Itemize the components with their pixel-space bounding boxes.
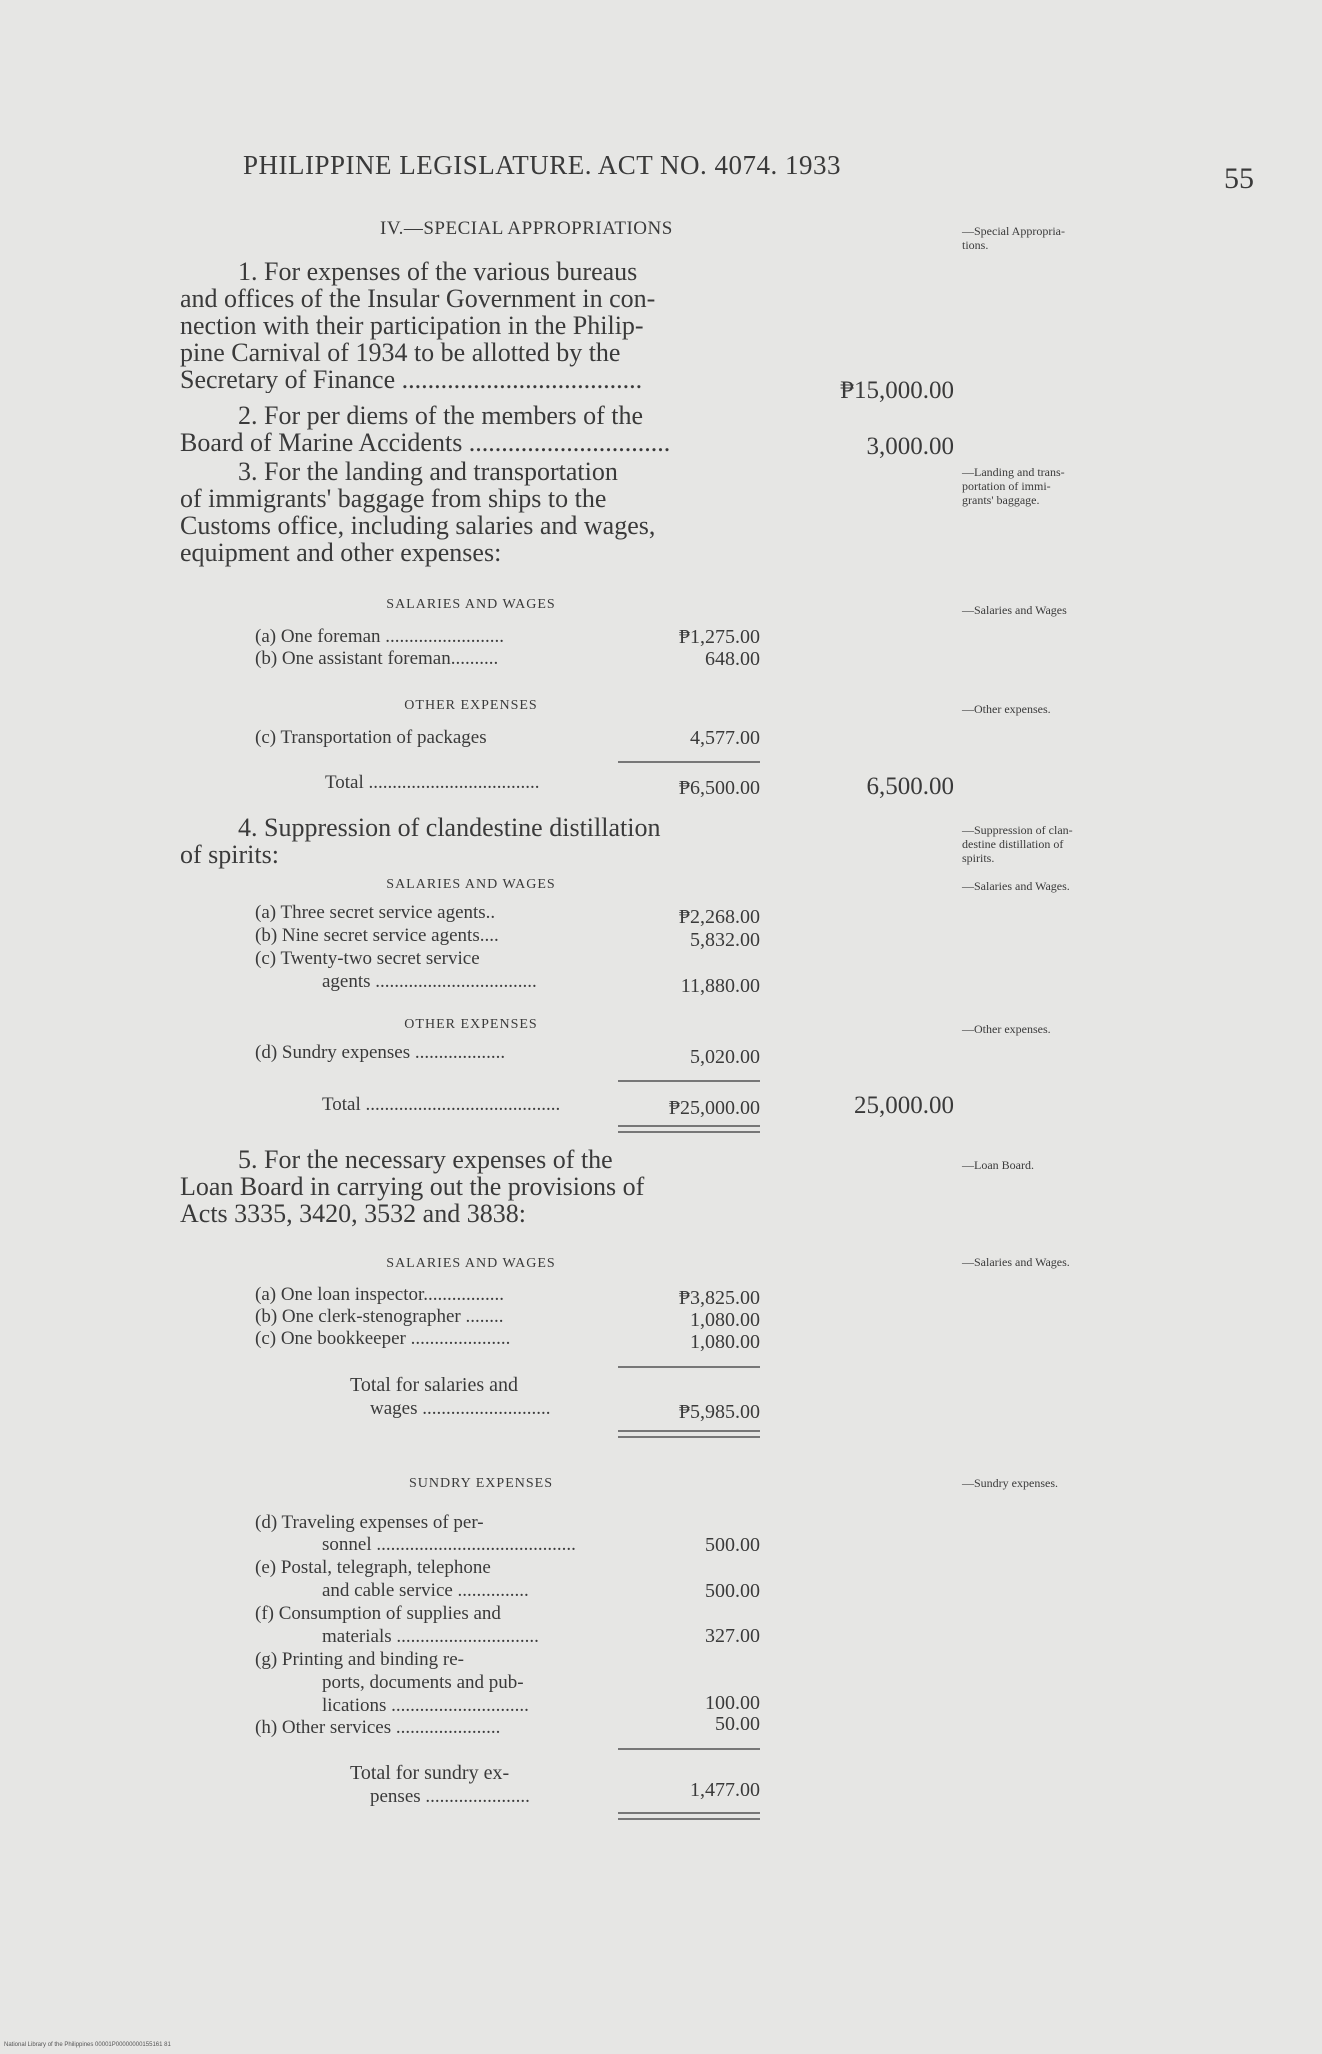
item-4c-value: 11,880.00	[680, 975, 760, 997]
margin-line: —Suppression of clan-	[962, 823, 1073, 837]
item-5b-label: (b) One clerk-stenographer ........	[255, 1306, 504, 1327]
item-3-amount: 6,500.00	[866, 773, 954, 800]
text-line: of immigrants' baggage from ships to the	[180, 484, 607, 513]
item-4b-label: (b) Nine secret service agents....	[255, 925, 499, 946]
item-3c-value: 4,577.00	[690, 727, 760, 749]
item-5f-label-cont: materials ..............................	[322, 1626, 539, 1647]
total-rule	[618, 761, 760, 763]
item-5e-value: 500.00	[705, 1580, 760, 1602]
item-4c-label: (c) Twenty-two secret service	[255, 948, 480, 969]
item-4-text	[180, 814, 762, 868]
text-line: nection with their participation in the Philip-	[180, 311, 644, 340]
item-5-tsw-label: Total for salaries and	[350, 1374, 518, 1396]
item-5c-label: (c) One bookkeeper .....................	[255, 1328, 511, 1349]
item-3a-value: ₱1,275.00	[678, 626, 760, 648]
margin-line: grants' baggage.	[962, 493, 1040, 507]
text-line: Secretary of Finance .....................................	[180, 366, 643, 393]
item-5f-value: 327.00	[705, 1625, 760, 1647]
item-5-sundry-heading: SUNDRY EXPENSES	[408, 1476, 553, 1491]
item-4a-label: (a) Three secret service agents..	[255, 902, 496, 923]
margin-note-special	[962, 224, 1162, 252]
margin-line: tions.	[962, 238, 989, 252]
total-rule	[618, 1366, 760, 1368]
text-line: Loan Board in carrying out the provisions of	[180, 1172, 645, 1201]
margin-line: destine distillation of	[962, 837, 1064, 851]
item-4c-label-cont: agents ..................................	[322, 971, 537, 992]
margin-note-loan-board: —Loan Board.	[962, 1158, 1034, 1172]
item-5-tse-value: 1,477.00	[690, 1779, 760, 1801]
item-2-text	[180, 402, 762, 456]
text-line: Board of Marine Accidents ...............................	[180, 429, 671, 456]
item-5b-value: 1,080.00	[690, 1309, 760, 1331]
margin-line: —Landing and trans-	[962, 465, 1065, 479]
margin-note-salaries-3: —Salaries and Wages.	[962, 1255, 1070, 1269]
item-5f-label: (f) Consumption of supplies and	[255, 1603, 501, 1624]
item-3c-label: (c) Transportation of packages	[255, 727, 487, 748]
item-3-other-heading: OTHER EXPENSES	[404, 698, 538, 713]
margin-note-sundry: —Sundry expenses.	[962, 1476, 1058, 1490]
total-rule	[618, 1748, 760, 1750]
margin-note-salaries-1: —Salaries and Wages	[962, 603, 1067, 617]
item-1-text	[180, 258, 762, 393]
item-3b-value: 648.00	[705, 648, 760, 670]
item-5d-value: 500.00	[705, 1534, 760, 1556]
margin-line: portation of immi-	[962, 479, 1051, 493]
margin-line: —Special Appropria-	[962, 224, 1065, 238]
item-5g-label: (g) Printing and binding re-	[255, 1649, 464, 1670]
scan-footer: National Library of the Philippines 00001P00000000155161 81	[4, 2042, 171, 2048]
text-line: 4. Suppression of clandestine distillation	[238, 813, 661, 842]
text-line: equipment and other expenses:	[180, 538, 502, 567]
item-5d-label-cont: sonnel ..........................................	[322, 1534, 576, 1555]
item-4-other-heading: OTHER EXPENSES	[404, 1017, 538, 1032]
section-title: IV.—SPECIAL APPROPRIATIONS	[380, 218, 673, 239]
item-5-tse-label: Total for sundry ex-	[350, 1762, 510, 1784]
item-2-amount: 3,000.00	[866, 433, 954, 460]
item-5h-value: 50.00	[715, 1713, 760, 1735]
double-rule	[618, 1125, 760, 1133]
item-5e-label-cont: and cable service ...............	[322, 1580, 529, 1601]
item-4-salaries-heading: SALARIES AND WAGES	[386, 877, 556, 892]
item-5-tsw-label-cont: wages ...........................	[370, 1398, 551, 1419]
text-line: 3. For the landing and transportation	[238, 457, 618, 486]
text-line: 1. For expenses of the various bureaus	[238, 257, 638, 286]
item-5g-value: 100.00	[705, 1692, 760, 1714]
item-4-total-label: Total .........................................	[322, 1094, 561, 1115]
page-number: 55	[1224, 162, 1254, 195]
text-line: 2. For per diems of the members of the	[238, 401, 644, 430]
margin-line: spirits.	[962, 851, 995, 865]
double-rule	[618, 1430, 760, 1438]
item-3b-label: (b) One assistant foreman..........	[255, 648, 499, 669]
text-line: Customs office, including salaries and wages,	[180, 511, 656, 540]
item-5-tse-label-cont: penses ......................	[370, 1786, 530, 1807]
text-line: and offices of the Insular Government in con-	[180, 284, 656, 313]
text-line: Acts 3335, 3420, 3532 and 3838:	[180, 1199, 526, 1228]
margin-note-other-2: —Other expenses.	[962, 1022, 1051, 1036]
item-5g-label-cont: lications .............................	[322, 1695, 529, 1716]
item-5e-label: (e) Postal, telegraph, telephone	[255, 1557, 491, 1578]
item-5h-label: (h) Other services ......................	[255, 1717, 501, 1738]
margin-note-salaries-2: —Salaries and Wages.	[962, 879, 1070, 893]
item-5g-label-cont: ports, documents and pub-	[322, 1672, 524, 1693]
item-5c-value: 1,080.00	[690, 1331, 760, 1353]
item-3-text	[180, 458, 762, 566]
item-1-amount: ₱15,000.00	[840, 377, 954, 404]
item-5-text	[180, 1146, 762, 1227]
item-3a-label: (a) One foreman .........................	[255, 626, 505, 647]
item-5a-label: (a) One loan inspector.................	[255, 1284, 505, 1305]
running-head: PHILIPPINE LEGISLATURE. ACT NO. 4074. 1933	[243, 150, 842, 180]
item-4d-value: 5,020.00	[690, 1046, 760, 1068]
item-5d-label: (d) Traveling expenses of per-	[255, 1512, 484, 1533]
text-line: pine Carnival of 1934 to be allotted by the	[180, 338, 621, 367]
item-4a-value: ₱2,268.00	[678, 906, 760, 928]
item-4d-label: (d) Sundry expenses ...................	[255, 1042, 506, 1063]
item-4-total-value: ₱25,000.00	[668, 1097, 760, 1119]
item-4b-value: 5,832.00	[690, 929, 760, 951]
item-3-salaries-heading: SALARIES AND WAGES	[386, 597, 556, 612]
double-rule	[618, 1812, 760, 1820]
margin-note-landing	[962, 465, 1162, 507]
item-5-salaries-heading: SALARIES AND WAGES	[386, 1256, 556, 1271]
item-3-total-label: Total ....................................	[325, 772, 540, 793]
text-line: 5. For the necessary expenses of the	[238, 1145, 613, 1174]
margin-note-other-1: —Other expenses.	[962, 702, 1051, 716]
margin-note-suppression	[962, 823, 1162, 865]
item-3-total-value: ₱6,500.00	[678, 777, 760, 799]
item-5a-value: ₱3,825.00	[678, 1287, 760, 1309]
total-rule	[618, 1080, 760, 1082]
item-5-tsw-value: ₱5,985.00	[678, 1401, 760, 1423]
item-4-amount: 25,000.00	[854, 1092, 954, 1119]
text-line: of spirits:	[180, 840, 279, 869]
